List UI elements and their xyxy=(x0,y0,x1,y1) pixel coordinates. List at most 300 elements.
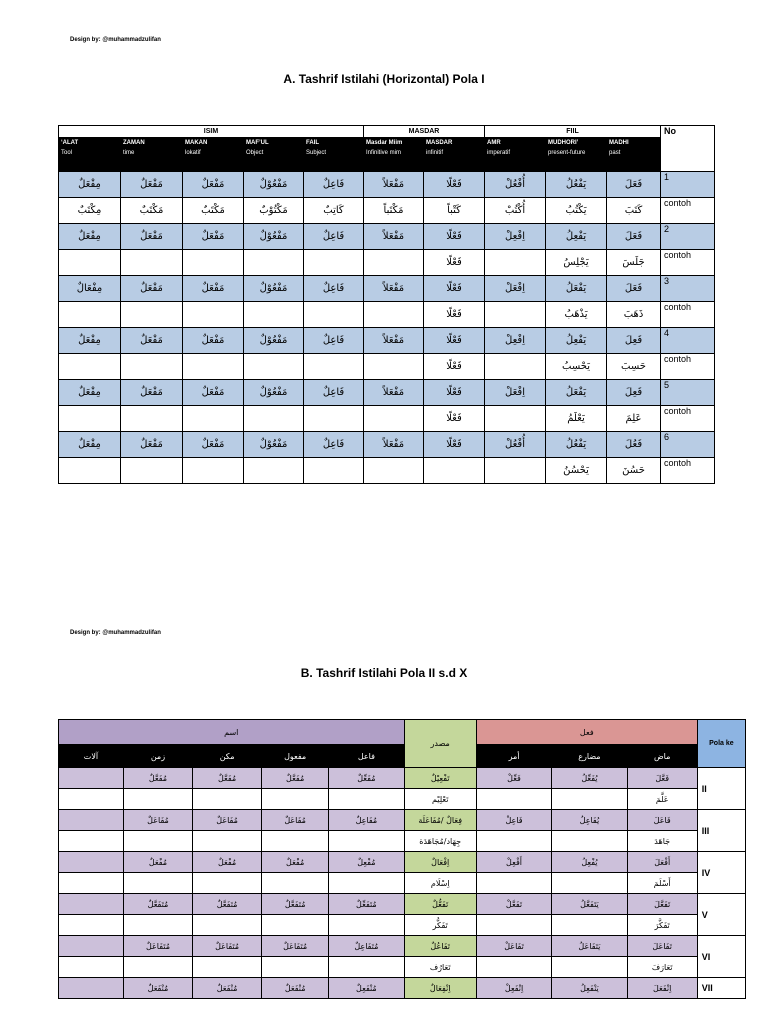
table-cell: مَكْتَباً xyxy=(364,198,424,224)
table-cell xyxy=(193,831,262,852)
table-cell xyxy=(59,894,124,915)
table-cell: فَاعِلٌ xyxy=(304,328,364,354)
table-cell: فَعْلًا xyxy=(424,380,485,406)
column-subheader: present-future xyxy=(546,149,607,172)
row-number: contoh xyxy=(661,302,715,328)
table-cell: مُتَفَعِّلٌ xyxy=(329,894,404,915)
table-cell: يَفْعَلُ xyxy=(546,380,607,406)
table-cell: تَفَكَّرَ xyxy=(627,915,697,936)
table-cell: عَلِمَ xyxy=(607,406,661,432)
table-cell: مَفْعَلاً xyxy=(364,172,424,198)
table-cell: فَعْلًا xyxy=(424,250,485,276)
table-cell: أَسْلَمَ xyxy=(627,873,697,894)
table-cell: مَكْتَبٌ xyxy=(183,198,244,224)
table-cell xyxy=(193,873,262,894)
table-row xyxy=(59,354,715,380)
table-row xyxy=(59,852,746,873)
table-cell xyxy=(476,789,551,810)
table-cell xyxy=(262,831,329,852)
table-row xyxy=(59,250,715,276)
table-cell: يَحْسُنُ xyxy=(546,458,607,484)
table-cell: مَفْعَلٌ xyxy=(183,380,244,406)
table-cell: حَسِبَ xyxy=(607,354,661,380)
table-cell: مُفَعِّلٌ xyxy=(329,768,404,789)
table-cell: اِفْعَالٌ xyxy=(404,852,476,873)
table-cell: مِفْعَلٌ xyxy=(59,432,121,458)
pola-number: III xyxy=(697,810,745,852)
table-cell xyxy=(121,302,183,328)
table-cell xyxy=(476,873,551,894)
table-row xyxy=(59,406,715,432)
table-cell xyxy=(123,915,192,936)
table-cell xyxy=(329,915,404,936)
column-header: مضارع xyxy=(552,745,627,768)
table-cell xyxy=(552,831,627,852)
column-header: AMR xyxy=(485,138,546,149)
column-header: Masdar Miim xyxy=(364,138,424,149)
table-cell xyxy=(262,873,329,894)
table-cell xyxy=(364,250,424,276)
table-cell xyxy=(244,250,304,276)
table-cell xyxy=(121,406,183,432)
table-cell: كَتَبَ xyxy=(607,198,661,224)
table-cell xyxy=(262,789,329,810)
table-cell: تَعْلِيْم xyxy=(404,789,476,810)
table-cell xyxy=(304,458,364,484)
table-cell: اِفْعِلْ xyxy=(485,224,546,250)
table-cell: يَفْعِلُ xyxy=(546,224,607,250)
table-cell: مَفْعَلٌ xyxy=(183,224,244,250)
table-cell xyxy=(183,250,244,276)
column-header: MUDHORI’ xyxy=(546,138,607,149)
table-cell: فَعْلًا xyxy=(424,276,485,302)
table-a-column-subheader xyxy=(59,149,715,172)
table-cell: فَعَلَ xyxy=(607,276,661,302)
column-header: فاعل xyxy=(329,745,404,768)
table-cell xyxy=(123,789,192,810)
table-cell: مَفْعَلٌ xyxy=(183,328,244,354)
table-cell xyxy=(183,458,244,484)
table-cell: مَفْعَلٌ xyxy=(121,224,183,250)
table-cell xyxy=(304,406,364,432)
table-cell: جِهَاد/مُجَاهَدَة xyxy=(404,831,476,852)
row-number: 6 xyxy=(661,432,715,458)
row-number: contoh xyxy=(661,458,715,484)
table-row xyxy=(59,380,715,406)
table-cell: مَفْعُوْلٌ xyxy=(244,432,304,458)
table-cell: مُنْفَعِلٌ xyxy=(329,978,404,999)
table-cell: يَجْلِسُ xyxy=(546,250,607,276)
table-cell: مَفْعَلٌ xyxy=(183,172,244,198)
table-cell xyxy=(262,915,329,936)
table-tashrif-pola-2-10 xyxy=(58,719,746,999)
table-row xyxy=(59,894,746,915)
group-fiil: FIIL xyxy=(485,126,661,138)
table-row xyxy=(59,458,715,484)
table-cell xyxy=(244,458,304,484)
table-row xyxy=(59,810,746,831)
table-cell: مِفْعَلٌ xyxy=(59,380,121,406)
table-cell: مُفَعَّلٌ xyxy=(193,768,262,789)
table-row xyxy=(59,915,746,936)
table-cell xyxy=(552,873,627,894)
table-cell: مَفْعَلٌ xyxy=(121,380,183,406)
column-header: MAF’UL xyxy=(244,138,304,149)
table-cell: فَعْلًا xyxy=(424,172,485,198)
table-cell: أُفْعُلْ xyxy=(485,172,546,198)
table-cell xyxy=(59,768,124,789)
table-cell xyxy=(244,354,304,380)
table-cell: مَفْعَلٌ xyxy=(183,276,244,302)
table-cell: مَفْعَلٌ xyxy=(121,328,183,354)
table-cell: اِفْعَلْ xyxy=(485,276,546,302)
table-row xyxy=(59,302,715,328)
table-cell xyxy=(193,789,262,810)
table-cell: يَفْعَلُ xyxy=(546,276,607,302)
table-cell: مِكْتَبٌ xyxy=(59,198,121,224)
table-cell: تَفَعُّلٌ xyxy=(404,894,476,915)
table-tashrif-pola-1 xyxy=(58,125,715,484)
table-cell: تَفَعَّلْ xyxy=(476,894,551,915)
table-cell: مُفَاعَلٌ xyxy=(262,810,329,831)
table-cell: فَعِلَ xyxy=(607,380,661,406)
table-cell: مَفْعَلاً xyxy=(364,224,424,250)
table-cell: جَاهَدَ xyxy=(627,831,697,852)
table-cell: فَعْلًا xyxy=(424,328,485,354)
table-cell: اِنْفِعَالٌ xyxy=(404,978,476,999)
table-cell xyxy=(485,302,546,328)
table-b-column-header xyxy=(59,745,746,768)
column-header: مكن xyxy=(193,745,262,768)
table-cell xyxy=(123,873,192,894)
header-masdar: مصدر xyxy=(404,720,476,768)
table-cell: يَتَفَاعَلُ xyxy=(552,936,627,957)
row-number: contoh xyxy=(661,354,715,380)
table-cell: مُفَعَّلٌ xyxy=(123,768,192,789)
column-header: MASDAR xyxy=(424,138,485,149)
table-cell: يَنْفَعِلُ xyxy=(552,978,627,999)
table-cell: مُنْفَعَلٌ xyxy=(262,978,329,999)
table-cell: مَكْتَبٌ xyxy=(121,198,183,224)
column-subheader: infinitif xyxy=(424,149,485,172)
table-cell: تَفَعَّلَ xyxy=(627,894,697,915)
pola-number: VII xyxy=(697,978,745,999)
table-cell xyxy=(59,406,121,432)
table-row xyxy=(59,198,715,224)
credit-text: Design by: @muhammadzulifan xyxy=(70,37,161,43)
table-cell: فَاعَلَ xyxy=(627,810,697,831)
table-cell: اِنْفَعِلْ xyxy=(476,978,551,999)
table-cell: مُتَفَاعَلٌ xyxy=(123,936,192,957)
table-cell xyxy=(193,915,262,936)
table-cell: ذَهَبَ xyxy=(607,302,661,328)
column-header: أمر xyxy=(476,745,551,768)
table-cell xyxy=(59,250,121,276)
table-cell xyxy=(59,831,124,852)
table-cell: عَلَّمَ xyxy=(627,789,697,810)
table-cell xyxy=(485,458,546,484)
table-cell xyxy=(123,957,192,978)
table-cell: فَاعِلٌ xyxy=(304,432,364,458)
column-header: MADHI xyxy=(607,138,661,149)
row-number: contoh xyxy=(661,250,715,276)
row-number: 2 xyxy=(661,224,715,250)
column-subheader: Infinitive mim xyxy=(364,149,424,172)
table-cell: مَفْعَلاً xyxy=(364,380,424,406)
table-cell xyxy=(329,873,404,894)
row-number: 4 xyxy=(661,328,715,354)
table-cell: مُفَاعِلٌ xyxy=(329,810,404,831)
table-cell xyxy=(485,250,546,276)
table-cell: فِعَالٌ /مُفَاعَلَة xyxy=(404,810,476,831)
table-row xyxy=(59,789,746,810)
table-cell: مَفْعُوْلٌ xyxy=(244,380,304,406)
table-cell: كَاتِبٌ xyxy=(304,198,364,224)
table-cell: حَسُنَ xyxy=(607,458,661,484)
table-row xyxy=(59,224,715,250)
table-cell: يَفْعِلُ xyxy=(546,328,607,354)
table-cell xyxy=(304,250,364,276)
table-cell: فَاعِلٌ xyxy=(304,276,364,302)
table-cell xyxy=(552,957,627,978)
table-cell: مُفَاعَلٌ xyxy=(123,810,192,831)
table-cell: يَفْعُلُ xyxy=(546,432,607,458)
table-cell: تَفَاعَلْ xyxy=(476,936,551,957)
table-cell xyxy=(476,957,551,978)
table-cell xyxy=(121,458,183,484)
table-cell: مَفْعَلٌ xyxy=(183,432,244,458)
table-cell xyxy=(485,406,546,432)
table-cell: جَلَسَ xyxy=(607,250,661,276)
table-cell xyxy=(364,354,424,380)
table-cell: فَعْلًا xyxy=(424,302,485,328)
table-cell xyxy=(364,458,424,484)
table-cell xyxy=(59,957,124,978)
table-cell xyxy=(59,978,124,999)
table-cell: مُفْعَلٌ xyxy=(262,852,329,873)
table-row xyxy=(59,172,715,198)
table-cell xyxy=(304,302,364,328)
table-cell: فَعِّلْ xyxy=(476,768,551,789)
table-cell: اِسْلَام xyxy=(404,873,476,894)
table-cell xyxy=(476,915,551,936)
table-row xyxy=(59,831,746,852)
column-subheader: past xyxy=(607,149,661,172)
table-cell: يُفْعِلُ xyxy=(552,852,627,873)
table-cell xyxy=(59,458,121,484)
table-cell: اِنْفَعَلَ xyxy=(627,978,697,999)
column-subheader: Tool xyxy=(59,149,121,172)
column-header: FAIL xyxy=(304,138,364,149)
column-subheader: time xyxy=(121,149,183,172)
table-cell: فَعْلًا xyxy=(424,354,485,380)
table-cell: فَعَّلَ xyxy=(627,768,697,789)
table-cell xyxy=(123,831,192,852)
table-cell xyxy=(485,354,546,380)
table-cell: يُفَاعِلُ xyxy=(552,810,627,831)
pola-number: V xyxy=(697,894,745,936)
table-cell: تَفَاعَلَ xyxy=(627,936,697,957)
table-cell: مُفْعَلٌ xyxy=(123,852,192,873)
table-cell: فَاعِلٌ xyxy=(304,224,364,250)
table-cell: مَفْعُوْلٌ xyxy=(244,276,304,302)
table-cell: مُتَفَعَّلٌ xyxy=(262,894,329,915)
table-cell xyxy=(183,302,244,328)
table-cell: مُفْعَلٌ xyxy=(193,852,262,873)
table-cell: مَفْعَلاً xyxy=(364,328,424,354)
table-cell: تَفَكُّر xyxy=(404,915,476,936)
header-no: No xyxy=(661,126,715,172)
group-masdar: MASDAR xyxy=(364,126,485,138)
column-subheader: lokatif xyxy=(183,149,244,172)
table-cell xyxy=(121,354,183,380)
pola-number: IV xyxy=(697,852,745,894)
table-row xyxy=(59,328,715,354)
table-row xyxy=(59,957,746,978)
table-b-group-header xyxy=(59,720,746,745)
table-cell: فَعَلَ xyxy=(607,172,661,198)
credit-text: Design by: @muhammadzulifan xyxy=(70,630,161,636)
table-cell xyxy=(193,957,262,978)
table-cell xyxy=(329,957,404,978)
column-subheader: Subject xyxy=(304,149,364,172)
table-cell xyxy=(121,250,183,276)
table-a-column-header xyxy=(59,138,715,149)
table-cell xyxy=(59,354,121,380)
table-cell: مِفْعَالٌ xyxy=(59,276,121,302)
table-cell xyxy=(552,789,627,810)
column-header: ‘ALAT xyxy=(59,138,121,149)
table-cell: فَعَلَ xyxy=(607,224,661,250)
column-subheader: Object xyxy=(244,149,304,172)
table-a-group-header xyxy=(59,126,715,138)
table-row xyxy=(59,768,746,789)
table-cell: أُكْتُبْ xyxy=(485,198,546,224)
table-cell xyxy=(244,406,304,432)
table-cell: مُتَفَاعِلٌ xyxy=(329,936,404,957)
column-header: ماض xyxy=(627,745,697,768)
table-cell: مَفْعَلٌ xyxy=(121,276,183,302)
table-cell: مَفْعَلاً xyxy=(364,276,424,302)
table-cell xyxy=(59,873,124,894)
column-subheader: imperatif xyxy=(485,149,546,172)
column-header: MAKAN xyxy=(183,138,244,149)
row-number: 3 xyxy=(661,276,715,302)
row-number: contoh xyxy=(661,406,715,432)
table-cell: فَاعِلٌ xyxy=(304,172,364,198)
column-header: آلات xyxy=(59,745,124,768)
table-cell: مُتَفَاعَلٌ xyxy=(193,936,262,957)
table-row xyxy=(59,873,746,894)
table-cell: مَكْتُوْبٌ xyxy=(244,198,304,224)
table-cell xyxy=(262,957,329,978)
pola-number: II xyxy=(697,768,745,810)
table-row xyxy=(59,276,715,302)
table-cell: مُنْفَعَلٌ xyxy=(193,978,262,999)
table-cell xyxy=(59,789,124,810)
table-cell: يَعْلَمُ xyxy=(546,406,607,432)
group-isim: اسم xyxy=(59,720,405,745)
table-cell: فَعِلَ xyxy=(607,328,661,354)
table-cell: مَفْعُوْلٌ xyxy=(244,172,304,198)
table-cell: فَعُلَ xyxy=(607,432,661,458)
table-cell xyxy=(59,852,124,873)
table-cell xyxy=(329,789,404,810)
table-cell: يَفْعُلُ xyxy=(546,172,607,198)
table-cell xyxy=(183,354,244,380)
table-cell: مَفْعُوْلٌ xyxy=(244,224,304,250)
group-fiil: فعل xyxy=(476,720,697,745)
table-cell xyxy=(329,831,404,852)
table-cell: أَفْعِلْ xyxy=(476,852,551,873)
table-cell: اِفْعِلْ xyxy=(485,328,546,354)
table-cell xyxy=(424,458,485,484)
table-cell: فَعْلًا xyxy=(424,224,485,250)
table-row xyxy=(59,978,746,999)
column-header: ZAMAN xyxy=(121,138,183,149)
table-row xyxy=(59,936,746,957)
table-cell: تَفْعِيْلٌ xyxy=(404,768,476,789)
header-pola-ke: Pola ke xyxy=(697,720,745,768)
table-cell: يَذْهَبُ xyxy=(546,302,607,328)
table-cell: يَتَفَعَّلُ xyxy=(552,894,627,915)
table-cell: تَعَارَفَ xyxy=(627,957,697,978)
table-cell: مِفْعَلٌ xyxy=(59,224,121,250)
table-cell: يَحْسِبُ xyxy=(546,354,607,380)
table-cell: فَاعِلْ xyxy=(476,810,551,831)
table-cell: مُتَفَاعَلٌ xyxy=(262,936,329,957)
table-cell: مِفْعَلٌ xyxy=(59,328,121,354)
table-cell: مُفَعَّلٌ xyxy=(262,768,329,789)
title-a: A. Tashrif Istilahi (Horizontal) Pola I xyxy=(283,72,485,86)
table-cell xyxy=(364,406,424,432)
pola-number: VI xyxy=(697,936,745,978)
table-row xyxy=(59,432,715,458)
table-cell: مُفْعِلٌ xyxy=(329,852,404,873)
column-header: زمن xyxy=(123,745,192,768)
table-cell xyxy=(364,302,424,328)
table-cell: مُنْفَعَلٌ xyxy=(123,978,192,999)
row-number: 1 xyxy=(661,172,715,198)
row-number: 5 xyxy=(661,380,715,406)
table-cell: مَفْعُوْلٌ xyxy=(244,328,304,354)
table-cell: مَفْعَلٌ xyxy=(121,432,183,458)
table-cell: مَفْعَلاً xyxy=(364,432,424,458)
table-cell: تَعَارُف xyxy=(404,957,476,978)
title-b: B. Tashrif Istilahi Pola II s.d X xyxy=(300,666,468,680)
table-cell xyxy=(552,915,627,936)
table-cell xyxy=(244,302,304,328)
table-cell: مُفَاعَلٌ xyxy=(193,810,262,831)
table-cell xyxy=(59,915,124,936)
table-cell xyxy=(59,810,124,831)
table-cell: مِفْعَلٌ xyxy=(59,172,121,198)
table-cell: فَعْلًا xyxy=(424,432,485,458)
table-cell: كَتْباً xyxy=(424,198,485,224)
row-number: contoh xyxy=(661,198,715,224)
table-cell: مُتَفَعَّلٌ xyxy=(123,894,192,915)
table-cell xyxy=(476,831,551,852)
table-cell: فَاعِلٌ xyxy=(304,380,364,406)
column-header: مفعول xyxy=(262,745,329,768)
table-cell: يَكْتُبُ xyxy=(546,198,607,224)
table-cell xyxy=(304,354,364,380)
table-cell xyxy=(59,302,121,328)
table-cell: اِفْعَلْ xyxy=(485,380,546,406)
table-cell xyxy=(183,406,244,432)
group-isim: ISIM xyxy=(59,126,364,138)
table-cell: فَعْلًا xyxy=(424,406,485,432)
